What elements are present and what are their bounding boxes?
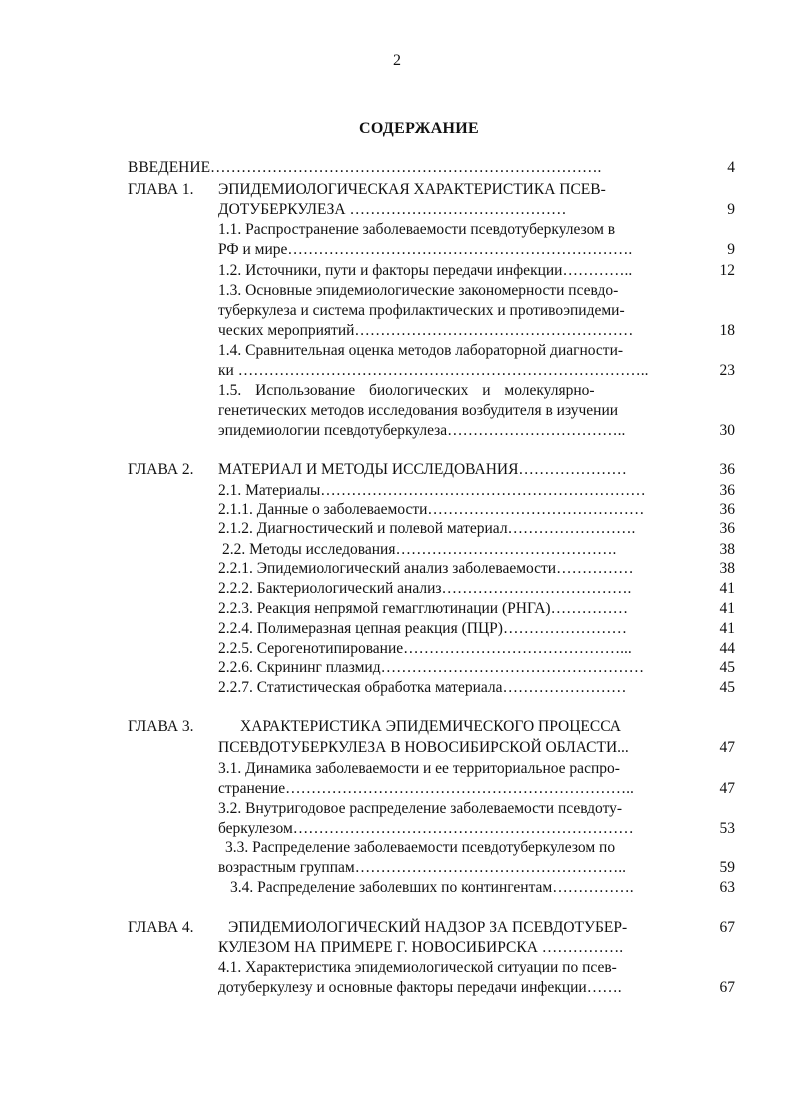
toc-entry-2-2-page: 38 xyxy=(719,541,735,558)
toc-entry-2-2-7-page: 45 xyxy=(719,679,735,696)
toc-entry-3-2-page: 53 xyxy=(719,820,735,837)
chapter2-label: ГЛАВА 2. xyxy=(128,461,194,478)
toc-entry-1-3-cont[interactable]: ческих мероприятий……………………………………………… xyxy=(218,322,634,339)
toc-entry-3-1-cont[interactable]: странение………………………………………………………….. xyxy=(218,780,634,797)
toc-entry-2-2-6-page: 45 xyxy=(719,659,735,676)
toc-entry-2-2-5-page: 44 xyxy=(719,640,735,657)
toc-entry-3-3-page: 59 xyxy=(719,859,735,876)
chapter3-page: 47 xyxy=(719,739,735,756)
toc-entry-2-2-3-page: 41 xyxy=(719,600,735,617)
chapter2-page: 36 xyxy=(719,461,735,478)
toc-entry-2-2-5[interactable]: 2.2.5. Серогенотипирование……………………………………... xyxy=(218,640,632,657)
toc-entry-3-2-cont[interactable]: беркулезом………………………………………………………… xyxy=(218,820,634,837)
toc-entry-1-5-page: 30 xyxy=(719,422,735,439)
toc-entry-4-1[interactable]: 4.1. Характеристика эпидемиологической ситуации по псев- xyxy=(218,959,617,976)
toc-intro[interactable]: ВВЕДЕНИЕ…………………………………………………………………. xyxy=(128,159,602,176)
toc-title: СОДЕРЖАНИЕ xyxy=(358,120,480,137)
toc-entry-2-2-2-page: 41 xyxy=(719,580,735,597)
toc-entry-1-4-page: 23 xyxy=(719,362,735,379)
toc-entry-1-2[interactable]: 1.2. Источники, пути и факторы передачи инфекции………….. xyxy=(218,262,633,279)
toc-entry-2-1-page: 36 xyxy=(719,482,735,499)
toc-entry-1-2-page: 12 xyxy=(719,262,735,279)
chapter3-label: ГЛАВА 3. xyxy=(128,718,194,735)
chapter4-title-cont[interactable]: КУЛЕЗОМ НА ПРИМЕРЕ Г. НОВОСИБИРСКА ……………. xyxy=(218,939,624,956)
chapter4-title[interactable]: ЭПИДЕМИОЛОГИЧЕСКИЙ НАДЗОР ЗА ПСЕВДОТУБЕР- xyxy=(228,919,628,936)
toc-entry-1-3-page: 18 xyxy=(719,322,735,339)
toc-entry-1-5[interactable]: 1.5. Использование биологических и молекулярно- xyxy=(218,382,595,399)
toc-entry-1-1-cont[interactable]: РФ и мире…………………………………………………………. xyxy=(218,241,633,258)
toc-entry-2-1-2-page: 36 xyxy=(719,520,735,537)
toc-entry-1-3-cont[interactable]: туберкулеза и система профилактических и противоэпидеми- xyxy=(218,302,625,319)
chapter4-page: 67 xyxy=(719,919,735,936)
toc-entry-2-2-4[interactable]: 2.2.4. Полимеразная цепная реакция (ПЦР)…………………… xyxy=(218,620,627,637)
chapter1-title-cont[interactable]: ДОТУБЕРКУЛЕЗА …………………………………… xyxy=(218,201,567,218)
toc-entry-4-1-page: 67 xyxy=(719,979,735,996)
toc-entry-1-1[interactable]: 1.1. Распространение заболеваемости псевдотуберкулезом в xyxy=(218,221,616,238)
chapter1-title[interactable]: ЭПИДЕМИОЛОГИЧЕСКАЯ ХАРАКТЕРИСТИКА ПСЕВ- xyxy=(218,181,606,198)
toc-entry-3-3-cont[interactable]: возрастным группам…………………………………………….. xyxy=(218,859,626,876)
toc-entry-3-4[interactable]: 3.4. Распределение заболевших по контингентам……………. xyxy=(230,879,634,896)
toc-entry-2-1-1[interactable]: 2.1.1. Данные о заболеваемости…………………………………… xyxy=(218,501,645,518)
toc-entry-3-1-page: 47 xyxy=(719,780,735,797)
toc-entry-2-2-1[interactable]: 2.2.1. Эпидемиологический анализ заболеваемости…………… xyxy=(218,560,634,577)
toc-entry-3-4-page: 63 xyxy=(719,879,735,896)
toc-entry-1-1-page: 9 xyxy=(727,241,735,258)
toc-entry-2-2-7[interactable]: 2.2.7. Статистическая обработка материала…………………… xyxy=(218,679,627,696)
toc-entry-3-2[interactable]: 3.2. Внутригодовое распределение заболеваемости псевдоту- xyxy=(218,800,623,817)
toc-entry-1-5-cont[interactable]: генетических методов исследования возбудителя в изучении xyxy=(218,402,619,419)
toc-entry-1-3[interactable]: 1.3. Основные эпидемиологические закономерности псевдо- xyxy=(218,282,619,299)
toc-entry-2-1[interactable]: 2.1. Материалы……………………………………………………… xyxy=(218,482,646,499)
toc-entry-2-2-3[interactable]: 2.2.3. Реакция непрямой гемагглютинации (РНГА)…………… xyxy=(218,600,629,617)
chapter1-page: 9 xyxy=(727,201,735,218)
toc-entry-3-3[interactable]: 3.3. Распределение заболеваемости псевдотуберкулезом по xyxy=(225,839,616,856)
toc-entry-3-1[interactable]: 3.1. Динамика заболеваемости и ее территориальное распро- xyxy=(218,760,620,777)
page-number: 2 xyxy=(393,52,401,69)
toc-entry-2-1-2[interactable]: 2.1.2. Диагностический и полевой материал……………………. xyxy=(218,520,636,537)
toc-entry-2-2-6[interactable]: 2.2.6. Скрининг плазмид…………………………………………… xyxy=(218,659,645,676)
chapter3-title-cont[interactable]: ПСЕВДОТУБЕРКУЛЕЗА В НОВОСИБИРСКОЙ ОБЛАСТИ... xyxy=(218,739,629,756)
chapter2-title[interactable]: МАТЕРИАЛ И МЕТОДЫ ИССЛЕДОВАНИЯ………………… xyxy=(218,461,627,478)
chapter3-title[interactable]: ХАРАКТЕРИСТИКА ЭПИДЕМИЧЕСКОГО ПРОЦЕССА xyxy=(240,718,621,735)
toc-entry-2-1-1-page: 36 xyxy=(719,501,735,518)
toc-entry-2-2-1-page: 38 xyxy=(719,560,735,577)
toc-entry-1-4-cont[interactable]: ки …………………………………………………………………….. xyxy=(218,362,649,379)
chapter1-label: ГЛАВА 1. xyxy=(128,181,194,198)
toc-entry-2-2-4-page: 41 xyxy=(719,620,735,637)
toc-entry-1-4[interactable]: 1.4. Сравнительная оценка методов лабораторной диагности- xyxy=(218,342,624,359)
toc-entry-4-1-cont[interactable]: дотуберкулезу и основные факторы передачи инфекции……. xyxy=(218,979,622,996)
toc-entry-1-5-cont[interactable]: эпидемиологии псевдотуберкулеза…………………………….. xyxy=(218,422,626,439)
chapter4-label: ГЛАВА 4. xyxy=(128,919,194,936)
toc-entry-2-2[interactable]: 2.2. Методы исследования……………………………………. xyxy=(222,541,617,558)
toc-intro-page: 4 xyxy=(727,159,735,176)
toc-entry-2-2-2[interactable]: 2.2.2. Бактериологический анализ………………………………. xyxy=(218,580,632,597)
